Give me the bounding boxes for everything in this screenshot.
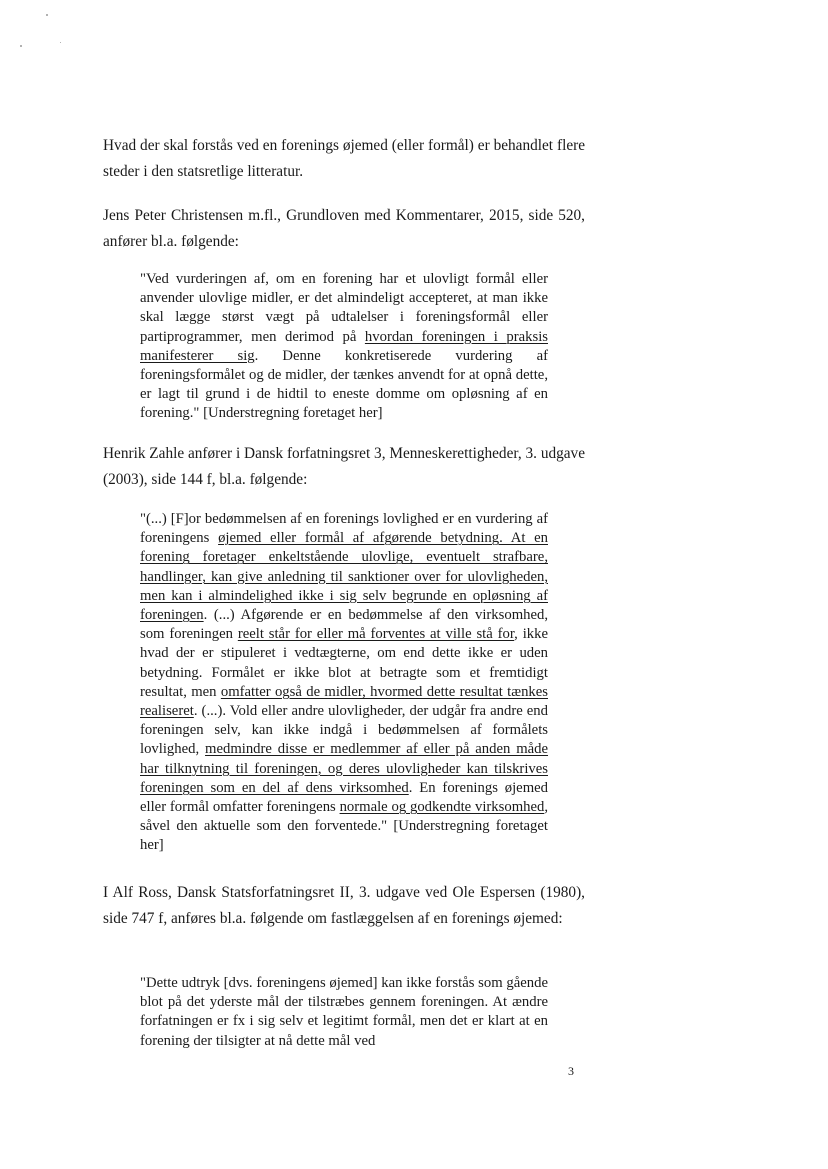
underlined-text: omfatter også de midler, hvormed dette resultat tænkes realiseret [140,683,548,720]
quote-text: . (...). Vold eller andre ulovligheder, der udgår fra andre end foreningen selv, kan ikke indgå i bedømmelsen af formålets lovlighed, [140,703,548,758]
scan-speck [46,14,48,16]
quote-text: "Ved vurderingen af, om en forening har et ulovligt formål eller anvender ulovlige midler, er det almindeligt accepteret, at man ikke skal lægge størst vægt på udtalelser i foreningsformål eller partiprogrammer, men derimod på [140,271,548,345]
underlined-text: reelt står for eller må forventes at ville stå for [237,626,515,643]
source-ross: I Alf Ross, Dansk Statsforfatningsret II, 3. udgave ved Ole Espersen (1980), side 747 f, anføres bl.a. følgende om fastlæggelsen af en forenings øjemed: [103,884,585,927]
quote-text: , ikke hvad der er stipuleret i vedtægterne, om end dette ikke er uden betydning. Formålet er ikke blot at betragte som et fremtidigt resultat, men [140,626,548,700]
scan-speck [20,45,22,47]
underlined-text: normale og godkendte virksomhed [339,799,545,816]
underlined-text: medmindre disse er medlemmer af eller på anden måde har tilknytning til foreningen, og deres ulovligheder kan tilskrives foreningen som en del af dens virksomhed [140,741,549,796]
quote-text: . (...) Afgørende er en bedømmelse af den virksomhed, som foreningen [140,607,548,643]
scan-speck [60,42,61,43]
quote-text: , såvel den aktuelle som den forventede." [Understregning foretaget her] [140,799,548,854]
underlined-text: hvordan foreningen i praksis manifesterer sig [140,328,548,364]
quote-ross: "Dette udtryk [dvs. foreningens øjemed] kan ikke forstås som gående blot på det yderste mål der tilstræbes gennem foreningen. At ændre forfatningen er fx i sig selv et legitimt formål, men det er klart at en forening der tilsigter at nå dette mål ved [140,975,548,1049]
quote-text: . Denne konkretiserede vurdering af foreningsformålet og de midler, der tænkes anvendt for at opnå dette, er lagt til grund i de hidtil to eneste domme om opløsning af en forening." [Understregning foretaget her] [140,347,548,422]
quote-text: . En forenings øjemed eller formål omfatter foreningens [140,779,548,816]
source-zahle: Henrik Zahle anfører i Dansk forfatningsret 3, Menneskerettigheder, 3. udgave (2003), side 144 f, bl.a. følgende: [103,445,585,488]
quote-text: "(...) [F]or bedømmelsen af en forenings lovlighed er en vurdering af foreningens [140,511,548,547]
underlined-text: øjemed eller formål af afgørende betydning. At en forening foretager enkeltstående ulovlige, eventuelt strafbare, handlinger, kan give anledning til sanktioner over for ulovligheden, men kan i almindelighed ikke i sig selv begrunde en opløsning af foreningen [140,530,548,624]
quote-christensen [140,270,548,424]
quote-zahle [140,510,548,856]
page-number: 3 [568,1064,574,1078]
source-christensen: Jens Peter Christensen m.fl., Grundloven med Kommentarer, 2015, side 520, anfører bl.a. følgende: [103,207,585,250]
intro-paragraph: Hvad der skal forstås ved en forenings øjemed (eller formål) er behandlet flere steder i den statsretlige litteratur. [103,137,585,180]
